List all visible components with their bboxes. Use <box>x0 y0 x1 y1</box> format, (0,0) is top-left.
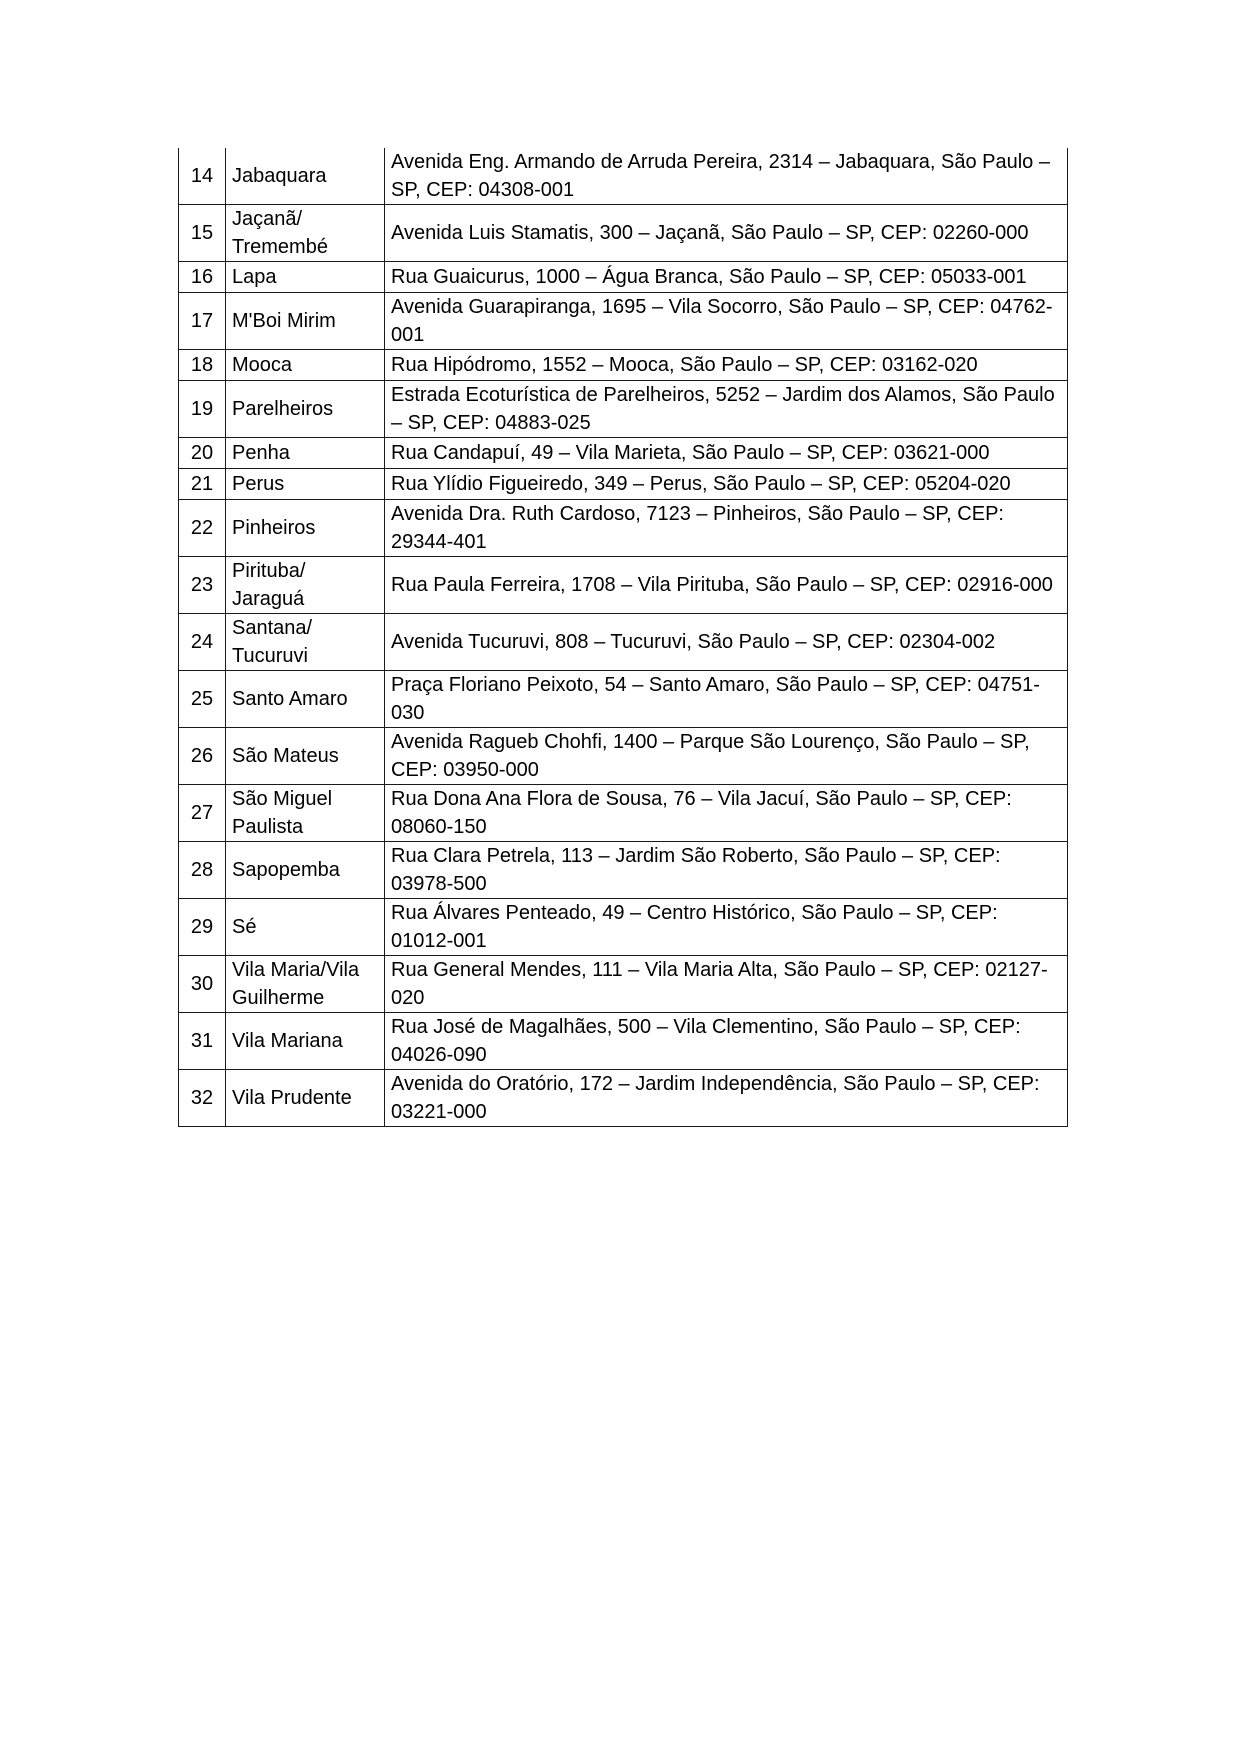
table-row <box>179 438 1068 469</box>
district-name: Vila Mariana <box>226 1013 385 1070</box>
subprefeitura-address-table <box>178 148 1068 1127</box>
row-number: 20 <box>179 438 226 469</box>
table-row <box>179 956 1068 1013</box>
district-address: Rua Hipódromo, 1552 – Mooca, São Paulo – SP, CEP: 03162-020 <box>385 350 1068 381</box>
row-number: 32 <box>179 1070 226 1127</box>
district-name: São Miguel Paulista <box>226 785 385 842</box>
district-name: Vila Prudente <box>226 1070 385 1127</box>
row-number: 21 <box>179 469 226 500</box>
district-address: Rua Álvares Penteado, 49 – Centro Histórico, São Paulo – SP, CEP: 01012-001 <box>385 899 1068 956</box>
table-row <box>179 381 1068 438</box>
row-number: 18 <box>179 350 226 381</box>
table-row <box>179 205 1068 262</box>
table-row <box>179 899 1068 956</box>
district-address: Rua General Mendes, 111 – Vila Maria Alta, São Paulo – SP, CEP: 02127-020 <box>385 956 1068 1013</box>
district-address: Rua Candapuí, 49 – Vila Marieta, São Paulo – SP, CEP: 03621-000 <box>385 438 1068 469</box>
table-row <box>179 557 1068 614</box>
row-number: 23 <box>179 557 226 614</box>
district-name: Santo Amaro <box>226 671 385 728</box>
district-address: Praça Floriano Peixoto, 54 – Santo Amaro, São Paulo – SP, CEP: 04751-030 <box>385 671 1068 728</box>
district-address: Estrada Ecoturística de Parelheiros, 5252 – Jardim dos Alamos, São Paulo – SP, CEP: 04883-025 <box>385 381 1068 438</box>
row-number: 30 <box>179 956 226 1013</box>
row-number: 25 <box>179 671 226 728</box>
table-row <box>179 728 1068 785</box>
district-name: Parelheiros <box>226 381 385 438</box>
district-name: Mooca <box>226 350 385 381</box>
district-address: Rua José de Magalhães, 500 – Vila Clementino, São Paulo – SP, CEP: 04026-090 <box>385 1013 1068 1070</box>
row-number: 28 <box>179 842 226 899</box>
district-name: Perus <box>226 469 385 500</box>
district-address: Rua Guaicurus, 1000 – Água Branca, São Paulo – SP, CEP: 05033-001 <box>385 262 1068 293</box>
row-number: 15 <box>179 205 226 262</box>
district-name: Sapopemba <box>226 842 385 899</box>
district-name: Santana/ Tucuruvi <box>226 614 385 671</box>
district-address: Avenida Tucuruvi, 808 – Tucuruvi, São Paulo – SP, CEP: 02304-002 <box>385 614 1068 671</box>
district-address: Avenida Luis Stamatis, 300 – Jaçanã, São Paulo – SP, CEP: 02260-000 <box>385 205 1068 262</box>
row-number: 14 <box>179 148 226 205</box>
district-address: Rua Ylídio Figueiredo, 349 – Perus, São Paulo – SP, CEP: 05204-020 <box>385 469 1068 500</box>
row-number: 29 <box>179 899 226 956</box>
district-name: Pinheiros <box>226 500 385 557</box>
row-number: 31 <box>179 1013 226 1070</box>
district-address: Avenida Guarapiranga, 1695 – Vila Socorro, São Paulo – SP, CEP: 04762-001 <box>385 293 1068 350</box>
table-row <box>179 614 1068 671</box>
district-name: Vila Maria/Vila Guilherme <box>226 956 385 1013</box>
table-row <box>179 842 1068 899</box>
table-row <box>179 262 1068 293</box>
district-name: Penha <box>226 438 385 469</box>
district-address: Avenida Eng. Armando de Arruda Pereira, 2314 – Jabaquara, São Paulo – SP, CEP: 04308-001 <box>385 148 1068 205</box>
table-row <box>179 1070 1068 1127</box>
table-row <box>179 785 1068 842</box>
table-row <box>179 1013 1068 1070</box>
district-address: Avenida do Oratório, 172 – Jardim Independência, São Paulo – SP, CEP: 03221-000 <box>385 1070 1068 1127</box>
district-name: Jabaquara <box>226 148 385 205</box>
row-number: 17 <box>179 293 226 350</box>
district-name: Jaçanã/ Tremembé <box>226 205 385 262</box>
row-number: 16 <box>179 262 226 293</box>
row-number: 27 <box>179 785 226 842</box>
row-number: 19 <box>179 381 226 438</box>
table-row <box>179 500 1068 557</box>
district-address: Rua Paula Ferreira, 1708 – Vila Pirituba, São Paulo – SP, CEP: 02916-000 <box>385 557 1068 614</box>
district-address: Rua Dona Ana Flora de Sousa, 76 – Vila Jacuí, São Paulo – SP, CEP: 08060-150 <box>385 785 1068 842</box>
district-name: Pirituba/ Jaraguá <box>226 557 385 614</box>
district-address: Avenida Ragueb Chohfi, 1400 – Parque São Lourenço, São Paulo – SP, CEP: 03950-000 <box>385 728 1068 785</box>
district-address: Rua Clara Petrela, 113 – Jardim São Roberto, São Paulo – SP, CEP: 03978-500 <box>385 842 1068 899</box>
district-address: Avenida Dra. Ruth Cardoso, 7123 – Pinheiros, São Paulo – SP, CEP: 29344-401 <box>385 500 1068 557</box>
row-number: 24 <box>179 614 226 671</box>
district-name: São Mateus <box>226 728 385 785</box>
district-name: M'Boi Mirim <box>226 293 385 350</box>
table-row <box>179 469 1068 500</box>
table-row <box>179 293 1068 350</box>
table-row <box>179 148 1068 205</box>
row-number: 22 <box>179 500 226 557</box>
district-name: Sé <box>226 899 385 956</box>
table-row <box>179 671 1068 728</box>
row-number: 26 <box>179 728 226 785</box>
district-name: Lapa <box>226 262 385 293</box>
table-row <box>179 350 1068 381</box>
